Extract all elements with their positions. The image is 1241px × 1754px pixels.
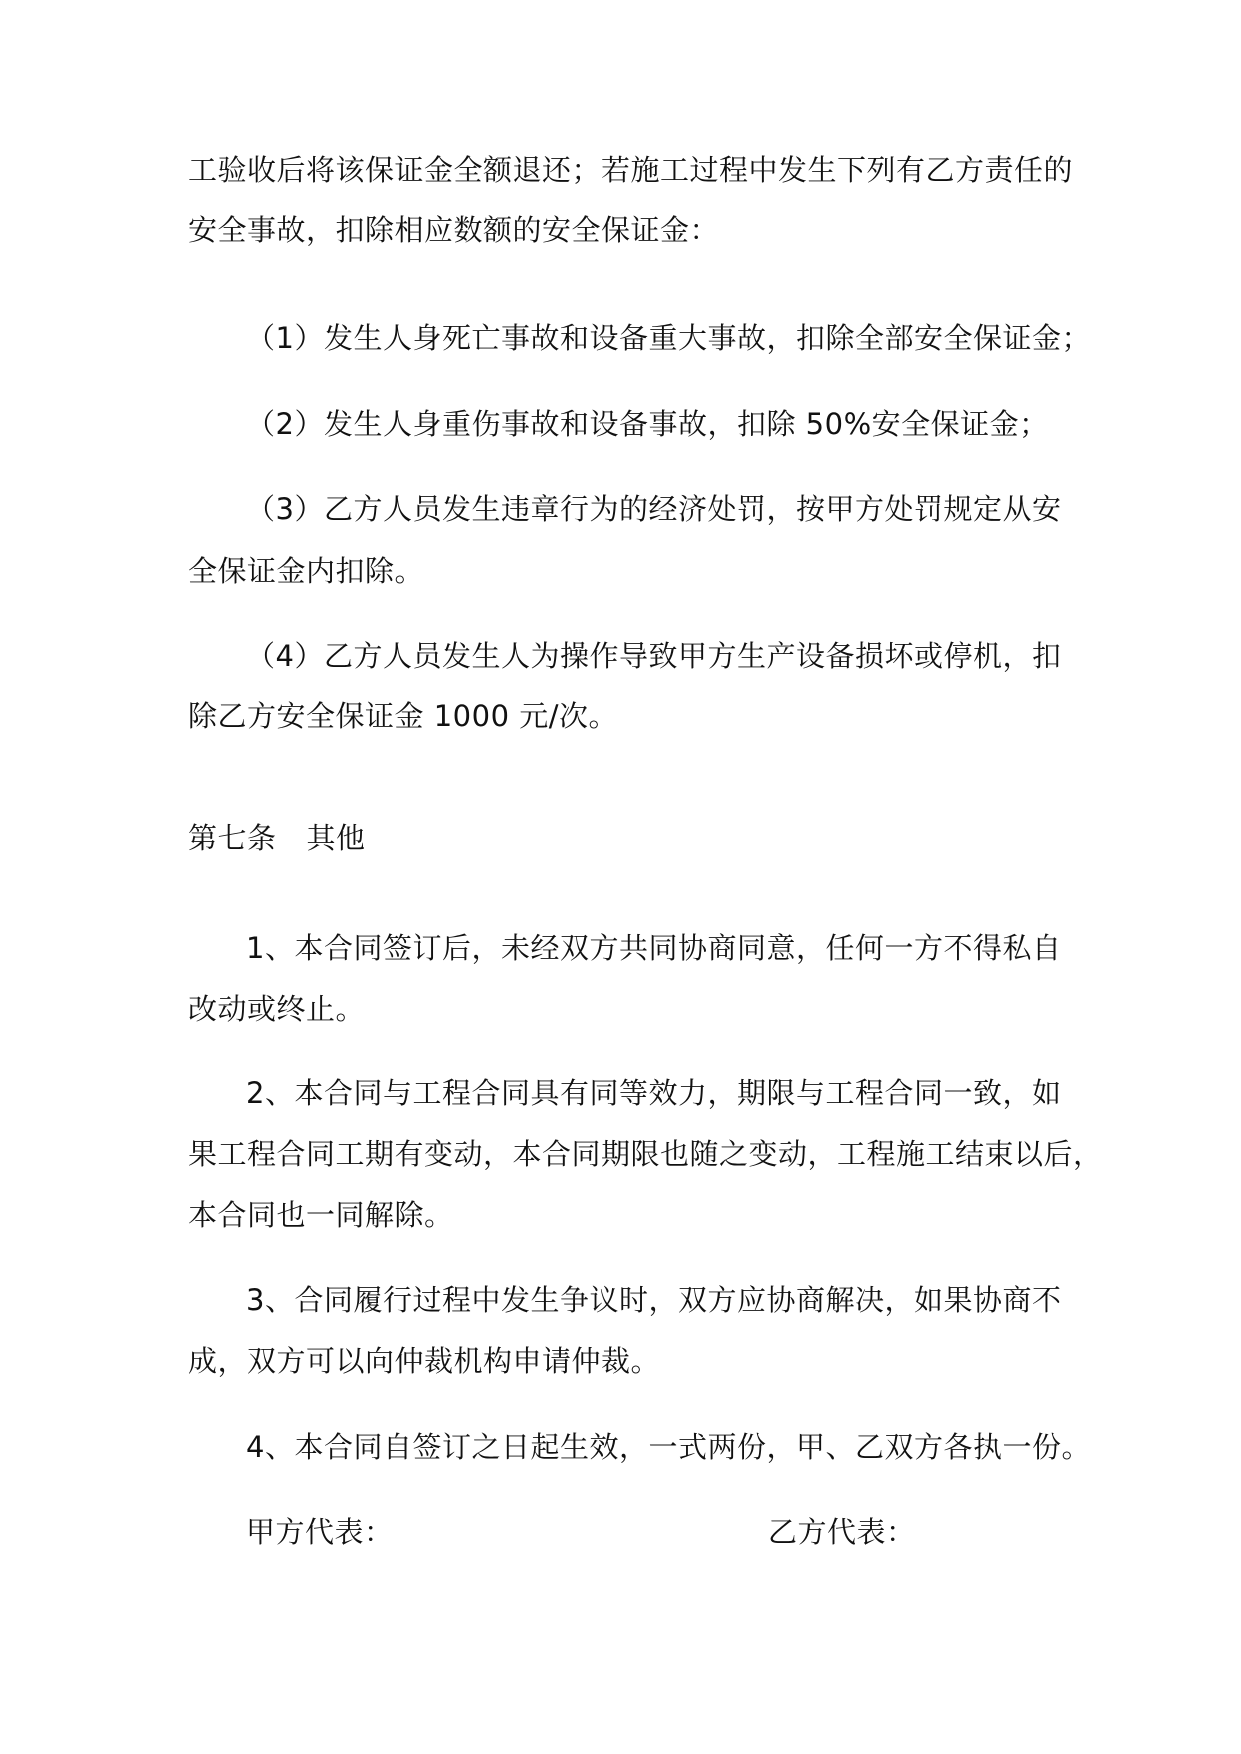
list-item-text: 全保证金内扣除。 xyxy=(188,554,425,588)
list-item xyxy=(246,636,1062,676)
list-item-text: 除乙方安全保证金 1000 元/次。 xyxy=(188,699,619,733)
list-item xyxy=(246,404,1049,444)
paragraph-line xyxy=(188,150,1074,190)
party-b-label: 乙方代表： xyxy=(768,1515,916,1549)
clause-text: 果工程合同工期有变动，本合同期限也随之变动，工程施工结束以后， xyxy=(188,1137,1103,1171)
clause-text: 4、本合同自签订之日起生效，一式两份，甲、乙双方各执一份。 xyxy=(246,1430,1091,1464)
paragraph-text: 工验收后将该保证金全额退还；若施工过程中发生下列有乙方责任的 xyxy=(188,153,1074,187)
clause-text: 改动或终止。 xyxy=(188,992,366,1026)
section-title: 其他 xyxy=(306,821,366,855)
paragraph-text: 安全事故，扣除相应数额的安全保证金： xyxy=(188,213,720,247)
clause-text: 本合同也一同解除。 xyxy=(188,1198,454,1232)
list-item xyxy=(246,489,1062,529)
clause xyxy=(246,928,1062,968)
list-item-continuation xyxy=(188,696,618,736)
clause-text: 3、合同履行过程中发生争议时，双方应协商解决，如果协商不 xyxy=(246,1283,1062,1317)
list-item-text: （1）发生人身死亡事故和设备重大事故，扣除全部安全保证金； xyxy=(246,321,1091,355)
section-number: 第七条 xyxy=(188,821,277,855)
clause-text: 1、本合同签订后，未经双方共同协商同意，任何一方不得私自 xyxy=(246,931,1062,965)
list-item-text: （4）乙方人员发生人为操作导致甲方生产设备损坏或停机，扣 xyxy=(246,639,1062,673)
party-a-signature xyxy=(246,1512,394,1552)
clause-continuation xyxy=(188,1195,454,1235)
list-item-text: （2）发生人身重伤事故和设备事故，扣除 50%安全保证金； xyxy=(246,407,1049,441)
clause-text: 2、本合同与工程合同具有同等效力，期限与工程合同一致，如 xyxy=(246,1076,1062,1110)
paragraph-line xyxy=(188,210,719,250)
party-a-label: 甲方代表： xyxy=(246,1515,394,1549)
section-heading xyxy=(188,818,366,858)
clause-text: 成，双方可以向仲裁机构申请仲裁。 xyxy=(188,1344,661,1378)
clause-continuation xyxy=(188,1341,660,1381)
list-item-continuation xyxy=(188,551,424,591)
clause xyxy=(246,1280,1062,1320)
party-b-signature xyxy=(768,1512,916,1552)
list-item-text: （3）乙方人员发生违章行为的经济处罚，按甲方处罚规定从安 xyxy=(246,492,1062,526)
clause-continuation xyxy=(188,1134,1103,1174)
list-item xyxy=(246,318,1091,358)
clause-continuation xyxy=(188,989,365,1029)
clause xyxy=(246,1427,1091,1467)
clause xyxy=(246,1073,1062,1113)
